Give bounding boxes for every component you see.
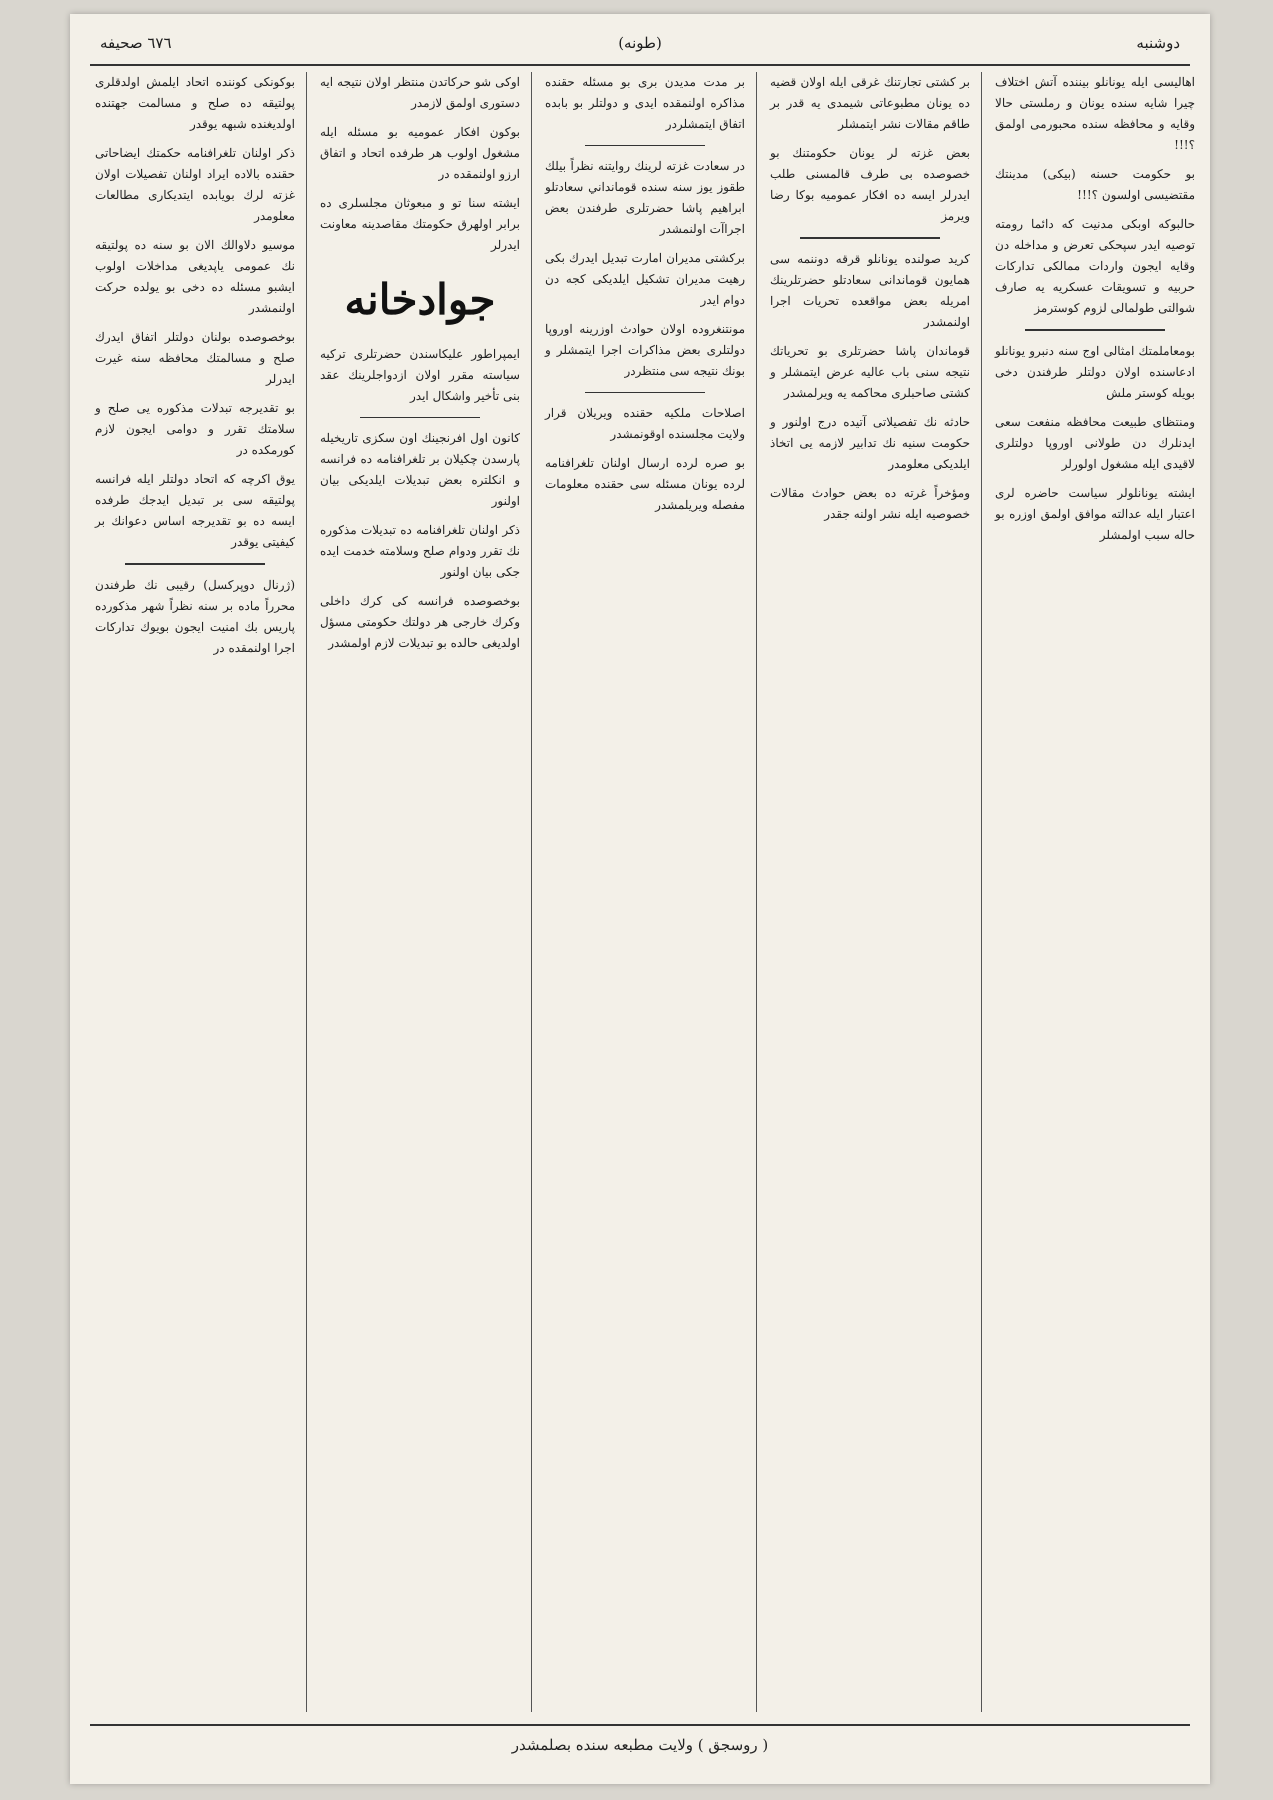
article-paragraph: كريد صولنده يونانلو قرقه دوننمه سى همايون قوماندانى سعادتلو حضرتلرينك امريله بعض مواقعده تحريات اجرا اولنمشدر xyxy=(770,252,970,329)
column-1 xyxy=(995,72,1195,554)
column-rule xyxy=(306,72,307,1712)
article-paragraph: بو تقديرجه تبدلات مذكوره يى صلح و سلامتك تقرر و دوامى ايجون لازم كورمكده در xyxy=(95,401,295,457)
article-paragraph: ايشته يونانلولر سياست حاضره لرى اعتبار ايله عدالته موافق اولمق اوزره بو حاله سبب اولمشلر xyxy=(995,486,1195,542)
article-paragraph: بوخصوصده بولنان دولتلر اتفاق ايدرك صلح و مسالمتك محافظه سنه غيرت ايدرلر xyxy=(95,330,295,386)
article-paragraph: بو حكومت حسنه (بيكى) مدينتك مقتضيسى اولسون ؟!!! xyxy=(995,167,1195,202)
article-paragraph: بر مدت مدیدن برى بو مسئله حقنده مذاكره اولنمقده ايدى و دولتلر بو بابده اتفاق ايتمشلردر xyxy=(545,75,745,131)
article-paragraph: حالبوكه اوبكى مدنيت كه دائما رومته توصيه ايدر سپحكى تعرض و مداخله دن وقايه ايجون واردات ممالكى تداركات حربيه و تسويقات عسكريه يه صارف شوالتى طولمالى لزوم كوسترمز xyxy=(995,217,1195,315)
section-divider xyxy=(360,417,480,418)
article-paragraph: بعض غزته لر يونان حكومتنك بو خصوصده بى طرف قالمسنى طلب ايدرلر ايسه ده افكار عموميه بوكا رضا ويرمز xyxy=(770,146,970,223)
article-paragraph: قوماندان پاشا حضرتلرى بو تحرياتك نتيجه سنى باب عاليه عرض ايتمشلر و كشتى صاحبلرى محاكمه يه ويرلمشدر xyxy=(770,344,970,400)
article-paragraph: اصلاحات ملكيه حقنده ويريلان قرار ولايت مجلسنده اوقونمشدر xyxy=(545,406,745,441)
header-page-label: ٦٧٦ صحيفه xyxy=(100,34,172,52)
article-paragraph: بومعاملمتك امثالى اوج سنه دنبرو يونانلو ادعاسنده اولان دولتلر طرفندن دخى بويله كوستر ملش xyxy=(995,344,1195,400)
article-paragraph: بوكونكى كوننده اتحاد ايلمش اولدقلرى پولتيقه ده صلح و مسالمت جهتنده اولديغنده شبهه يوقدر xyxy=(95,75,295,131)
header-title: (طونه) xyxy=(618,34,662,52)
article-paragraph: يوق اكرچه كه اتحاد دولتلر ايله فرانسه پولتيقه سى بر تبديل ايدجك طرفده ايسه ده بو تقديرجه اساس دعوانك بر كيفيتى يوقدر xyxy=(95,472,295,549)
column-3 xyxy=(545,72,745,524)
article-paragraph: ومنتظاى طبيعت محافظه منفعت سعى ايدنلرك دن طولانى اوروپا دولتلرى لاقيدى ايله مشغول اولورلر xyxy=(995,415,1195,471)
article-paragraph: (ژرنال دوپركسل) رقيبى نك طرفندن محرراً ماده بر سنه نظراً شهر مذكورده پاريس بك امنيت ايجون بويوك تداركات اجرا اولنمقده در xyxy=(95,578,295,655)
section-divider xyxy=(125,563,265,565)
article-paragraph: حادثه نك تفصيلاتى آتيده درج اولنور و حكومت سنيه نك تدابير لازمه يى اتخاذ ايلديكى معلومدر xyxy=(770,415,970,471)
article-paragraph: بر كشتى تجارتنك غرقى ايله اولان قضيه ده يونان مطبوعاتى شيمدى يه قدر بر طاقم مقالات نشر ايتمشلر xyxy=(770,75,970,131)
article-paragraph: كانون اول افرنجينك اون سكزى تاريخيله پارسدن چكيلان بر تلغرافنامه ده فرانسه و انكلتره بعض تبديلات ايلديكى بيان اولنور xyxy=(320,431,520,508)
article-paragraph: ايشته سنا تو و مبعوثان مجلسلرى ده برابر اولهرق حكومتك مقاصدينه معاونت ايدرلر xyxy=(320,196,520,252)
column-4 xyxy=(320,72,520,662)
article-paragraph: موسيو دلاوالك الان بو سنه ده پولتيقه نك عمومى ياپديغى مداخلات اولوب ايشبو مسئله ده دخى بو يولده حركت اولنمشدر xyxy=(95,238,295,315)
header-day: دوشنبه xyxy=(1136,34,1180,52)
section-divider xyxy=(585,392,705,393)
article-paragraph: ذكر اولنان تلغرافنامه حكمتك ايضاحاتى حقنده بالاده ايراد اولنان تفصيلات اولان غزته لرك بويابده ايتديكارى مطالعات معلومدر xyxy=(95,146,295,223)
section-divider xyxy=(800,237,940,239)
article-paragraph: بركشتى مديران امارت تبديل ايدرك بكى رهيت مديران تشكيل ايلديكى كجه دن دوام ايدر xyxy=(545,251,745,307)
page-header xyxy=(90,24,1190,66)
article-paragraph: بوخصوصده فرانسه كى كرك داخلى وكرك خارجى هر دولتك حكومتى مسؤل اولديغى حالده بو تبديلات لازم اولمشدر xyxy=(320,594,520,650)
column-rule xyxy=(756,72,757,1712)
section-divider xyxy=(1025,329,1165,331)
column-5 xyxy=(95,72,295,667)
section-headline: جوادخانه xyxy=(344,275,496,324)
article-paragraph: ومؤخراً غرته ده بعض حوادث مقالات خصوصيه ايله نشر اولنه جقدر xyxy=(770,486,970,521)
column-rule xyxy=(981,72,982,1712)
column-2 xyxy=(770,72,970,533)
article-paragraph: اوكى شو حركاتدن منتظر اولان نتيجه ايه دستورى اولمق لازمدر xyxy=(320,75,520,110)
newspaper-page xyxy=(70,14,1210,1784)
page-footer: ( روسجق ) ولايت مطبعه سنده بصلمشدر xyxy=(90,1724,1190,1776)
article-paragraph: مونتنغروده اولان حوادث اوزرينه اوروپا دولتلرى بعض مذاكرات اجرا ايتمشلر و بونك نتيجه سى منتظردر xyxy=(545,322,745,378)
column-rule xyxy=(531,72,532,1712)
article-paragraph: در سعادت غزته لرينك روايتنه نظراً بيلك طقوز يوز سنه سنده قومانداني سعادتلو ابراهيم پاشا حضرتلرى طرفندن بعض اجراآت اولنمشدر xyxy=(545,159,745,236)
article-paragraph: ايمپراطور عليكاسندن حضرتلرى تركيه سياسته مقرر اولان ازدواجلرينك عقد بنى تأخير واشكال ايدر xyxy=(320,347,520,403)
article-paragraph: ذكر اولنان تلغرافنامه ده تبديلات مذكوره نك تقرر ودوام صلح وسلامته خدمت ايده جكى بيان اولنور xyxy=(320,523,520,579)
article-paragraph: اهاليسى ايله يونانلو بيننده آتش اختلاف چيرا شايه سنده يونان و رملستى حالا وقايه و محافظه سنده محبورمى اولمق ؟!!! xyxy=(995,75,1195,152)
article-paragraph: بو صره لرده ارسال اولنان تلغرافنامه لرده يونان مسئله سى حقنده معلومات مفصله ويريلمشدر xyxy=(545,456,745,512)
section-divider xyxy=(585,145,705,146)
article-paragraph: بوكون افكار عموميه بو مسئله ايله مشغول اولوب هر طرفده اتحاد و اتفاق ارزو اولنمقده در xyxy=(320,125,520,181)
